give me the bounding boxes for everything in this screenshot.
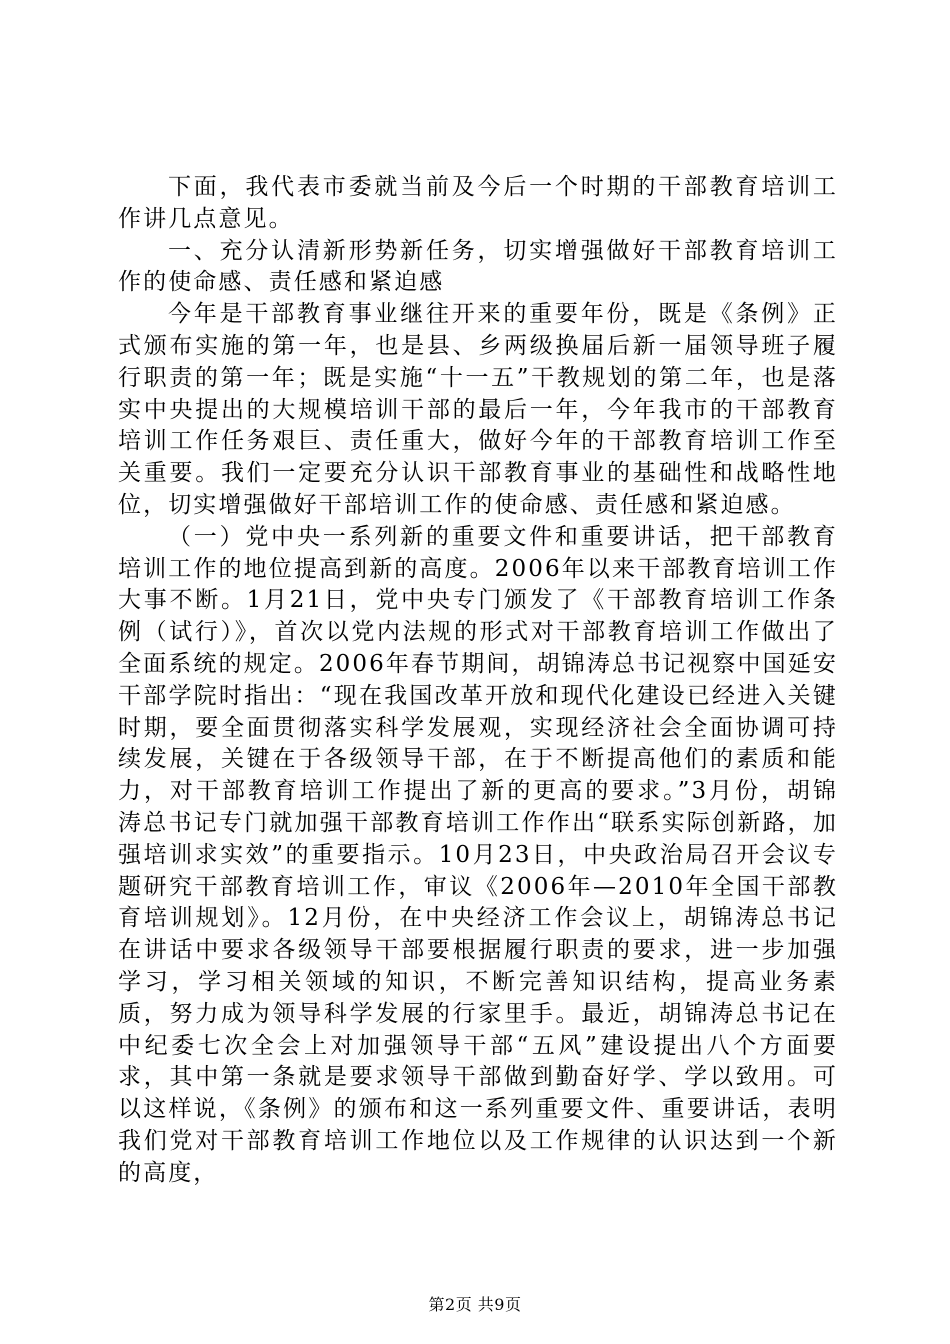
paragraph-intro: 下面，我代表市委就当前及今后一个时期的干部教育培训工作讲几点意见。 <box>118 174 838 232</box>
page-footer: 第2页 共9页 <box>428 1295 522 1314</box>
document-body <box>118 172 838 1190</box>
paragraph-subsection-one: （一）党中央一系列新的重要文件和重要讲话，把干部教育培训工作的地位提高到新的高度。2006年以来干部教育培训工作大事不断。1月21日，党中央专门颁发了《干部教育培训工作条例（试行）》，首次以党内法规的形式对干部教育培训工作做出了全面系统的规定。2006年春节期间，胡锦涛总书记视察中国延安干部学院时指出：“现在我国改革开放和现代化建设已经进入关键时期，要全面贯彻落实科学发展观，实现经济社会全面协调可持续发展，关键在于各级领导干部，在于不断提高他们的素质和能力，对干部教育培训工作提出了新的更高的要求。”3月份，胡锦涛总书记专门就加强干部教育培训工作作出“联系实际创新路，加强培训求实效”的重要指示。10月23日，中央政治局召开会议专题研究干部教育培训工作，审议《2006年—2010年全国干部教育培训规划》。12月份，在中央经济工作会议上，胡锦涛总书记在讲话中要求各级领导干部要根据履行职责的要求，进一步加强学习，学习相关领域的知识，不断完善知识结构，提高业务素质，努力成为领导科学发展的行家里手。最近，胡锦涛总书记在中纪委七次全会上对加强领导干部“五风”建设提出八个方面要求，其中第一条就是要求领导干部做到勤奋好学、学以致用。可以这样说，《条例》的颁布和这一系列重要文件、重要讲话，表明我们党对干部教育培训工作地位以及工作规律的认识达到一个新的高度， <box>118 523 838 1186</box>
paragraph-this-year: 今年是干部教育事业继往开来的重要年份，既是《条例》正式颁布实施的第一年，也是县、乡两级换届后新一届领导班子履行职责的第一年；既是实施“十一五”干教规划的第二年，也是落实中央提出的大规模培训干部的最后一年，今年我市的干部教育培训工作任务艰巨、责任重大，做好今年的干部教育培训工作至关重要。我们一定要充分认识干部教育事业的基础性和战略性地位，切实增强做好干部培训工作的使命感、责任感和紧迫感。 <box>118 301 838 518</box>
section-heading-one: 一、充分认清新形势新任务，切实增强做好干部教育培训工作的使命感、责任感和紧迫感 <box>118 237 838 296</box>
